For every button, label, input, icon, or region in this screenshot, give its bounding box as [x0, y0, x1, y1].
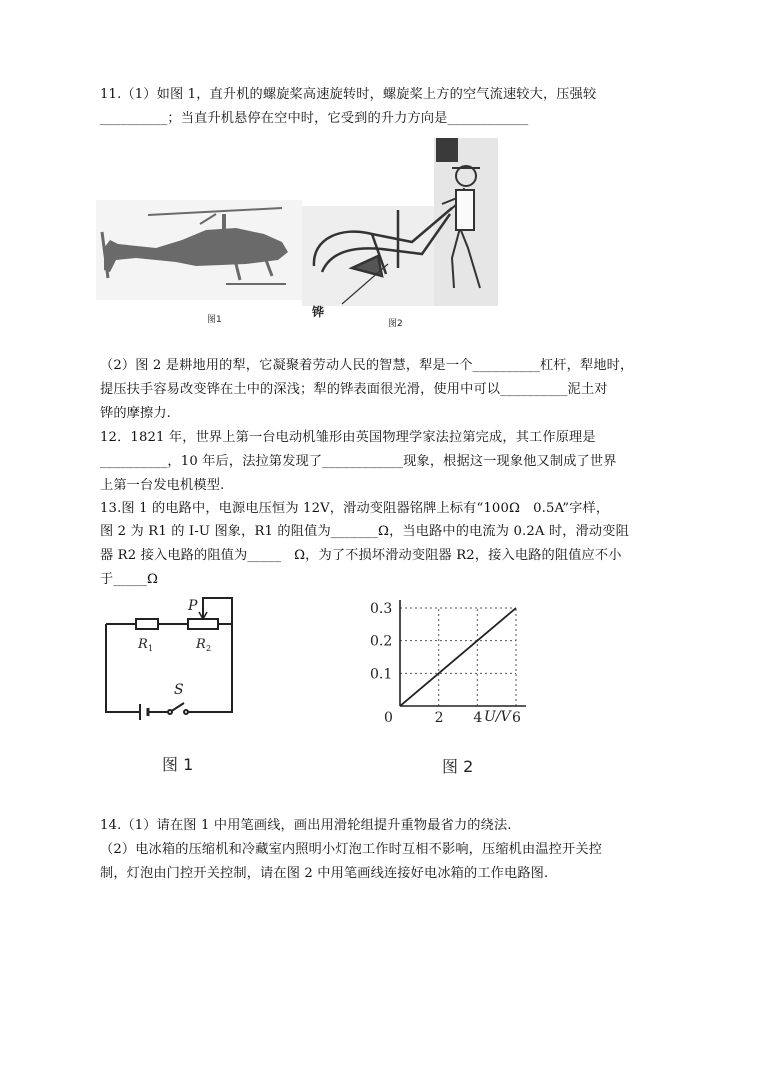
- q13-line-3: 器 R2 接入电路的阻值为_____ Ω，为了不损坏滑动变阻器 R2，接入电路的阻值应不小: [100, 548, 622, 563]
- q14-line-1: 14.（1）请在图 1 中用笔画线，画出用滑轮组提升重物最省力的绕法.: [100, 818, 512, 833]
- r1-subscript: 1: [148, 644, 154, 653]
- graph-caption: 图 2: [442, 757, 474, 776]
- q13-line-1: 13.图 1 的电路中，电源电压恒为 12V，滑动变阻器铭牌上标有“100Ω 0.5A”字样，: [100, 501, 610, 516]
- p-label: P: [188, 598, 198, 614]
- r1-label: R: [138, 637, 148, 652]
- s-label: S: [174, 682, 184, 698]
- q12-line-1: 12．1821 年，世界上第一台电动机雏形由英国物理学家法拉第完成，其工作原理是: [100, 430, 596, 445]
- x-tick-label: 0: [384, 710, 393, 726]
- plow-share-label: 铧: [312, 305, 325, 319]
- x-tick-label: 4: [473, 710, 483, 726]
- q12-line-3: 上第一台发电机模型.: [100, 478, 225, 493]
- x-axis-label: U/V: [484, 709, 511, 725]
- circuit-figure: [96, 590, 256, 780]
- r2-label: R: [196, 637, 206, 652]
- r2-subscript: 2: [206, 644, 212, 653]
- x-tick-label: 2: [434, 710, 444, 726]
- y-tick-label: 0.1: [370, 666, 393, 683]
- q11-line-5: 铧的摩擦力.: [100, 406, 172, 421]
- fig1-caption: 图1: [207, 315, 222, 325]
- y-tick-label: 0.3: [370, 601, 393, 617]
- y-tick-label: 0.2: [370, 633, 393, 650]
- q12-line-2: __________，10 年后，法拉第发现了____________现象，根据这一现象他又制成了世界: [100, 454, 617, 469]
- circuit-caption: 图 1: [162, 755, 194, 774]
- iu-graph: [360, 592, 560, 782]
- q11-line-3: （2）图 2 是耕地用的犁，它凝聚着劳动人民的智慧，犁是一个__________杠杆，犁地时，: [100, 358, 634, 373]
- r1-resistor: [136, 619, 158, 629]
- q11-line-2: __________；当直升机悬停在空中时，它受到的升力方向是____________: [100, 111, 529, 126]
- q13-line-2: 图 2 为 R1 的 I-U 图象，R1 的阻值为_______Ω，当电路中的电流为 0.2A 时，滑动变阻: [100, 524, 629, 539]
- q11-line-1: 11.（1）如图 1，直升机的螺旋桨高速旋转时，螺旋桨上方的空气流速较大，压强较: [100, 87, 597, 102]
- q14-line-2: （2）电冰箱的压缩机和冷藏室内照明小灯泡工作时互相不影响，压缩机由温控开关控: [100, 842, 603, 857]
- q11-line-4: 提压扶手容易改变铧在土中的深浅；犁的铧表面很光滑，使用中可以__________泥土对: [100, 382, 608, 397]
- q13-line-4: 于_____Ω: [100, 572, 159, 587]
- plow-figure: [302, 138, 498, 306]
- fig2-caption: 图2: [388, 319, 403, 329]
- q14-line-3: 制，灯泡由门控开关控制，请在图 2 中用笔画线连接好电冰箱的工作电路图.: [100, 866, 549, 881]
- helicopter-figure: [96, 200, 302, 300]
- iu-series-line: [400, 608, 516, 706]
- x-tick-label: 6: [512, 710, 521, 726]
